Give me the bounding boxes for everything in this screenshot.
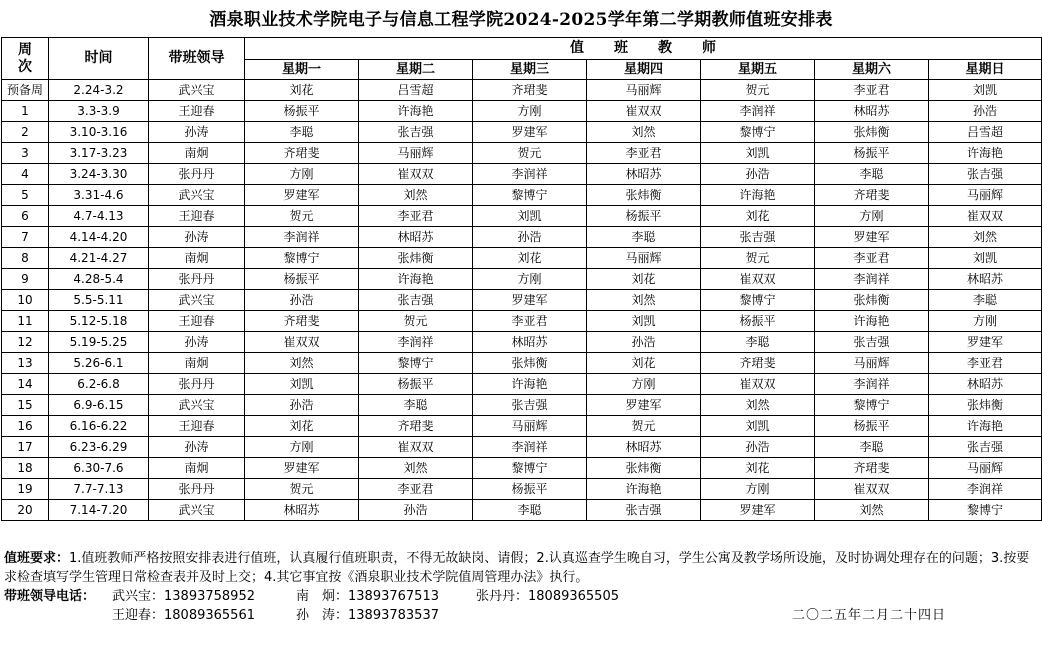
duty-teacher-cell: 林昭苏: [815, 101, 929, 122]
time-cell: 3.24-3.30: [49, 164, 149, 185]
duty-teacher-cell: 崔双双: [359, 437, 473, 458]
time-cell: 7.7-7.13: [49, 479, 149, 500]
duty-teacher-cell: 罗建军: [245, 458, 359, 479]
duty-teacher-cell: 崔双双: [587, 101, 701, 122]
duty-teachers-header: 值班教师: [245, 38, 1042, 60]
table-row: [2, 395, 1042, 416]
table-row: [2, 227, 1042, 248]
duty-teacher-cell: 李润祥: [359, 332, 473, 353]
requirements-text: 1.值班教师严格按照安排表进行值班，认真履行值班职责，不得无故缺岗、请假；2.认真巡查学生晚自习，学生公寓及教学场所设施，及时协调处理存在的问题；3.按要求检查填写学生管理日常检查表并及时上交；4.其它事宜按《酒泉职业技术学院值周管理办法》执行。: [4, 551, 1030, 585]
time-cell: 3.3-3.9: [49, 101, 149, 122]
duty-teacher-cell: 李聪: [929, 290, 1042, 311]
time-cell: 4.28-5.4: [49, 269, 149, 290]
week-cell: 14: [2, 374, 49, 395]
duty-teacher-cell: 许海艳: [359, 101, 473, 122]
duty-teacher-cell: 杨振平: [245, 269, 359, 290]
time-cell: 3.17-3.23: [49, 143, 149, 164]
duty-teacher-cell: 吕雪超: [359, 80, 473, 101]
time-cell: 4.21-4.27: [49, 248, 149, 269]
weekday-header: 星期一: [245, 60, 359, 80]
leader-cell: 南炯: [149, 143, 245, 164]
table-row: [2, 374, 1042, 395]
duty-teacher-cell: 刘凯: [929, 248, 1042, 269]
table-row: [2, 458, 1042, 479]
duty-teacher-cell: 刘然: [929, 227, 1042, 248]
duty-teacher-cell: 孙浩: [359, 500, 473, 521]
table-row: [2, 332, 1042, 353]
duty-teacher-cell: 罗建军: [473, 290, 587, 311]
duty-teacher-cell: 罗建军: [815, 227, 929, 248]
duty-teacher-cell: 马丽辉: [473, 416, 587, 437]
duty-teacher-cell: 齐珺斐: [473, 80, 587, 101]
duty-teacher-cell: 李润祥: [701, 101, 815, 122]
duty-teacher-cell: 黎博宁: [473, 458, 587, 479]
table-row: [2, 206, 1042, 227]
duty-teacher-cell: 李聪: [473, 500, 587, 521]
week-cell: 2: [2, 122, 49, 143]
duty-teacher-cell: 张吉强: [473, 395, 587, 416]
phone-entry: 武兴宝：13893758952: [112, 589, 255, 604]
duty-teacher-cell: 李聪: [815, 164, 929, 185]
duty-teacher-cell: 杨振平: [473, 479, 587, 500]
week-cell: 9: [2, 269, 49, 290]
leader-cell: 南炯: [149, 353, 245, 374]
duty-teacher-cell: 林昭苏: [245, 500, 359, 521]
duty-teacher-cell: 李润祥: [929, 479, 1042, 500]
week-cell: 17: [2, 437, 49, 458]
time-cell: 2.24-3.2: [49, 80, 149, 101]
duty-teacher-cell: 崔双双: [701, 269, 815, 290]
requirements-label: 值班要求：: [4, 551, 70, 566]
week-cell: 1: [2, 101, 49, 122]
duty-teacher-cell: 林昭苏: [929, 269, 1042, 290]
header-row: [2, 38, 1042, 60]
duty-teacher-cell: 崔双双: [359, 164, 473, 185]
weekday-header: 星期五: [701, 60, 815, 80]
duty-teacher-cell: 黎博宁: [473, 185, 587, 206]
leader-cell: 孙涛: [149, 227, 245, 248]
week-header-line1: 周: [18, 41, 32, 58]
duty-teacher-cell: 齐珺斐: [245, 143, 359, 164]
duty-teacher-cell: 刘凯: [587, 311, 701, 332]
duty-teacher-cell: 林昭苏: [587, 164, 701, 185]
duty-teacher-cell: 张炜衡: [587, 458, 701, 479]
duty-teacher-cell: 黎博宁: [815, 395, 929, 416]
duty-teacher-cell: 张炜衡: [815, 122, 929, 143]
duty-teacher-cell: 许海艳: [929, 416, 1042, 437]
weekday-header: 星期三: [473, 60, 587, 80]
time-cell: 5.12-5.18: [49, 311, 149, 332]
duty-teacher-cell: 许海艳: [929, 143, 1042, 164]
duty-teacher-cell: 张炜衡: [473, 353, 587, 374]
week-cell: 5: [2, 185, 49, 206]
table-row: [2, 269, 1042, 290]
duty-teacher-cell: 贺元: [587, 416, 701, 437]
duty-teacher-cell: 刘凯: [245, 374, 359, 395]
duty-teacher-cell: 贺元: [245, 479, 359, 500]
duty-teacher-cell: 崔双双: [815, 479, 929, 500]
leader-cell: 孙涛: [149, 332, 245, 353]
week-cell: 4: [2, 164, 49, 185]
leader-cell: 武兴宝: [149, 290, 245, 311]
time-cell: 5.26-6.1: [49, 353, 149, 374]
duty-teacher-cell: 崔双双: [245, 332, 359, 353]
duty-teacher-cell: 张炜衡: [815, 290, 929, 311]
duty-teacher-cell: 孙浩: [701, 164, 815, 185]
duty-teacher-cell: 杨振平: [245, 101, 359, 122]
week-cell: 16: [2, 416, 49, 437]
weekday-header: 星期四: [587, 60, 701, 80]
duty-teacher-cell: 刘然: [815, 500, 929, 521]
duty-teacher-cell: 贺元: [473, 143, 587, 164]
duty-teacher-cell: 李聪: [701, 332, 815, 353]
week-cell: 预备周: [2, 80, 49, 101]
leader-cell: 武兴宝: [149, 500, 245, 521]
phones-label: 带班领导电话：: [4, 589, 96, 604]
duty-teacher-cell: 孙浩: [245, 395, 359, 416]
duty-teacher-cell: 刘花: [701, 458, 815, 479]
table-row: [2, 437, 1042, 458]
leader-cell: 孙涛: [149, 437, 245, 458]
duty-teacher-cell: 贺元: [245, 206, 359, 227]
week-cell: 6: [2, 206, 49, 227]
time-cell: 4.7-4.13: [49, 206, 149, 227]
duty-teacher-cell: 齐珺斐: [359, 416, 473, 437]
duty-teacher-cell: 刘花: [245, 80, 359, 101]
week-header: [2, 38, 49, 80]
table-row: [2, 479, 1042, 500]
weekday-header: 星期六: [815, 60, 929, 80]
duty-teacher-cell: 崔双双: [929, 206, 1042, 227]
time-cell: 7.14-7.20: [49, 500, 149, 521]
duty-teacher-cell: 杨振平: [815, 143, 929, 164]
duty-teacher-cell: 杨振平: [587, 206, 701, 227]
weekday-header: 星期二: [359, 60, 473, 80]
week-cell: 18: [2, 458, 49, 479]
leader-cell: 王迎春: [149, 416, 245, 437]
week-header-line2: 次: [18, 58, 32, 75]
page-title: 酒泉职业技术学院电子与信息工程学院2024-2025学年第二学期教师值班安排表: [209, 10, 833, 30]
duty-teacher-cell: 刘然: [245, 353, 359, 374]
duty-teacher-cell: 刘花: [473, 248, 587, 269]
duty-teacher-cell: 马丽辉: [359, 143, 473, 164]
duty-teacher-cell: 张吉强: [929, 437, 1042, 458]
phone-entry: 张丹丹：18089365505: [476, 589, 619, 604]
duty-teacher-cell: 罗建军: [701, 500, 815, 521]
leader-cell: 武兴宝: [149, 80, 245, 101]
table-row: [2, 185, 1042, 206]
duty-teacher-cell: 刘凯: [929, 80, 1042, 101]
table-row: [2, 353, 1042, 374]
time-cell: 5.5-5.11: [49, 290, 149, 311]
table-row: [2, 500, 1042, 521]
leader-cell: 武兴宝: [149, 395, 245, 416]
leader-cell: 王迎春: [149, 206, 245, 227]
leader-cell: 张丹丹: [149, 164, 245, 185]
duty-teacher-cell: 张吉强: [359, 122, 473, 143]
duty-teacher-cell: 孙浩: [929, 101, 1042, 122]
duty-teacher-cell: 孙浩: [587, 332, 701, 353]
duty-teacher-cell: 马丽辉: [929, 458, 1042, 479]
phone-entry: 孙 涛：13893783537: [296, 608, 439, 623]
time-cell: 3.10-3.16: [49, 122, 149, 143]
duty-teacher-cell: 孙浩: [473, 227, 587, 248]
table-row: [2, 248, 1042, 269]
phone-entry: 南 炯：13893767513: [296, 589, 439, 604]
time-cell: 6.30-7.6: [49, 458, 149, 479]
leader-cell: 王迎春: [149, 311, 245, 332]
time-cell: 4.14-4.20: [49, 227, 149, 248]
leader-cell: 武兴宝: [149, 185, 245, 206]
duty-teacher-cell: 马丽辉: [587, 248, 701, 269]
duty-teacher-cell: 方刚: [245, 437, 359, 458]
duty-teacher-cell: 李亚君: [359, 479, 473, 500]
duty-teacher-cell: 罗建军: [587, 395, 701, 416]
duty-teacher-cell: 罗建军: [473, 122, 587, 143]
duty-teacher-cell: 贺元: [701, 248, 815, 269]
duty-teacher-cell: 杨振平: [359, 374, 473, 395]
leader-cell: 南炯: [149, 458, 245, 479]
table-row: [2, 164, 1042, 185]
duty-teacher-cell: 李润祥: [473, 437, 587, 458]
duty-teacher-cell: 罗建军: [929, 332, 1042, 353]
duty-teacher-cell: 刘然: [359, 458, 473, 479]
table-row: [2, 290, 1042, 311]
duty-teacher-cell: 许海艳: [359, 269, 473, 290]
table-row: [2, 311, 1042, 332]
duty-teacher-cell: 李润祥: [473, 164, 587, 185]
duty-teacher-cell: 马丽辉: [587, 80, 701, 101]
duty-teacher-cell: 齐珺斐: [815, 185, 929, 206]
duty-teacher-cell: 杨振平: [701, 311, 815, 332]
duty-teacher-cell: 刘然: [701, 395, 815, 416]
duty-teacher-cell: 刘花: [587, 269, 701, 290]
week-cell: 11: [2, 311, 49, 332]
duty-teacher-cell: 李聪: [815, 437, 929, 458]
duty-teacher-cell: 李亚君: [815, 80, 929, 101]
week-cell: 12: [2, 332, 49, 353]
duty-teacher-cell: 李亚君: [587, 143, 701, 164]
duty-teacher-cell: 张吉强: [359, 290, 473, 311]
duty-teacher-cell: 杨振平: [815, 416, 929, 437]
duty-teacher-cell: 张炜衡: [587, 185, 701, 206]
duty-teacher-cell: 刘然: [359, 185, 473, 206]
duty-teacher-cell: 林昭苏: [473, 332, 587, 353]
duty-teacher-cell: 黎博宁: [245, 248, 359, 269]
duty-teacher-cell: 林昭苏: [587, 437, 701, 458]
duty-teacher-cell: 黎博宁: [701, 122, 815, 143]
duty-teacher-cell: 许海艳: [815, 311, 929, 332]
duty-teacher-cell: 刘花: [587, 353, 701, 374]
table-row: [2, 80, 1042, 101]
duty-teacher-cell: 张炜衡: [359, 248, 473, 269]
duty-teacher-cell: 方刚: [929, 311, 1042, 332]
issue-date: 二〇二五年二月二十四日: [791, 608, 946, 623]
time-cell: 6.16-6.22: [49, 416, 149, 437]
duty-teacher-cell: 马丽辉: [929, 185, 1042, 206]
duty-teacher-cell: 李亚君: [359, 206, 473, 227]
duty-teacher-cell: 李润祥: [245, 227, 359, 248]
duty-teacher-cell: 罗建军: [245, 185, 359, 206]
table-row: [2, 143, 1042, 164]
leader-cell: 张丹丹: [149, 479, 245, 500]
duty-teacher-cell: 刘凯: [701, 143, 815, 164]
duty-teacher-cell: 贺元: [701, 80, 815, 101]
schedule-body: [2, 80, 1042, 521]
week-cell: 20: [2, 500, 49, 521]
duty-teacher-cell: 李聪: [245, 122, 359, 143]
duty-teacher-cell: 张吉强: [815, 332, 929, 353]
duty-teacher-cell: 张吉强: [587, 500, 701, 521]
duty-teacher-cell: 刘花: [245, 416, 359, 437]
duty-schedule-table: [1, 37, 1042, 521]
table-row: [2, 101, 1042, 122]
time-header: 时间: [49, 38, 149, 80]
week-cell: 13: [2, 353, 49, 374]
duty-teacher-cell: 刘然: [587, 290, 701, 311]
time-cell: 6.9-6.15: [49, 395, 149, 416]
duty-teacher-cell: 刘然: [587, 122, 701, 143]
duty-teacher-cell: 张炜衡: [929, 395, 1042, 416]
leader-header: 带班领导: [149, 38, 245, 80]
duty-teacher-cell: 齐珺斐: [815, 458, 929, 479]
duty-teacher-cell: 方刚: [815, 206, 929, 227]
duty-teacher-cell: 李聪: [359, 395, 473, 416]
time-cell: 5.19-5.25: [49, 332, 149, 353]
duty-teacher-cell: 黎博宁: [701, 290, 815, 311]
table-row: [2, 416, 1042, 437]
week-cell: 19: [2, 479, 49, 500]
duty-teacher-cell: 方刚: [587, 374, 701, 395]
duty-teacher-cell: 黎博宁: [929, 500, 1042, 521]
week-cell: 7: [2, 227, 49, 248]
duty-teacher-cell: 马丽辉: [815, 353, 929, 374]
duty-teacher-cell: 方刚: [701, 479, 815, 500]
duty-teacher-cell: 刘凯: [473, 206, 587, 227]
week-cell: 10: [2, 290, 49, 311]
duty-teacher-cell: 李亚君: [815, 248, 929, 269]
duty-teacher-cell: 齐珺斐: [701, 353, 815, 374]
duty-teacher-cell: 孙浩: [701, 437, 815, 458]
leader-cell: 南炯: [149, 248, 245, 269]
leader-cell: 王迎春: [149, 101, 245, 122]
week-cell: 8: [2, 248, 49, 269]
time-cell: 6.2-6.8: [49, 374, 149, 395]
duty-teacher-cell: 李润祥: [815, 269, 929, 290]
duty-teacher-cell: 许海艳: [473, 374, 587, 395]
duty-teacher-cell: 林昭苏: [359, 227, 473, 248]
duty-teacher-cell: 李亚君: [473, 311, 587, 332]
duty-teacher-cell: 李润祥: [815, 374, 929, 395]
time-cell: 3.31-4.6: [49, 185, 149, 206]
duty-teacher-cell: 孙浩: [245, 290, 359, 311]
duty-teacher-cell: 刘凯: [701, 416, 815, 437]
duty-teacher-cell: 李亚君: [929, 353, 1042, 374]
duty-teacher-cell: 崔双双: [701, 374, 815, 395]
duty-teacher-cell: 张吉强: [701, 227, 815, 248]
duty-teacher-cell: 许海艳: [701, 185, 815, 206]
weekday-header: 星期日: [929, 60, 1042, 80]
duty-teacher-cell: 贺元: [359, 311, 473, 332]
week-cell: 3: [2, 143, 49, 164]
leader-cell: 张丹丹: [149, 374, 245, 395]
time-cell: 6.23-6.29: [49, 437, 149, 458]
duty-requirements: [4, 549, 1038, 587]
leader-cell: 张丹丹: [149, 269, 245, 290]
duty-teacher-cell: 李聪: [587, 227, 701, 248]
table-row: [2, 122, 1042, 143]
duty-teacher-cell: 林昭苏: [929, 374, 1042, 395]
duty-teacher-cell: 许海艳: [587, 479, 701, 500]
duty-teacher-cell: 刘花: [701, 206, 815, 227]
duty-teacher-cell: 齐珺斐: [245, 311, 359, 332]
duty-teacher-cell: 吕雪超: [929, 122, 1042, 143]
week-cell: 15: [2, 395, 49, 416]
duty-teacher-cell: 方刚: [473, 101, 587, 122]
duty-teacher-cell: 张吉强: [929, 164, 1042, 185]
duty-teacher-cell: 方刚: [245, 164, 359, 185]
duty-teacher-cell: 方刚: [473, 269, 587, 290]
leader-cell: 孙涛: [149, 122, 245, 143]
duty-teacher-cell: 黎博宁: [359, 353, 473, 374]
phone-entry: 王迎春：18089365561: [112, 608, 255, 623]
